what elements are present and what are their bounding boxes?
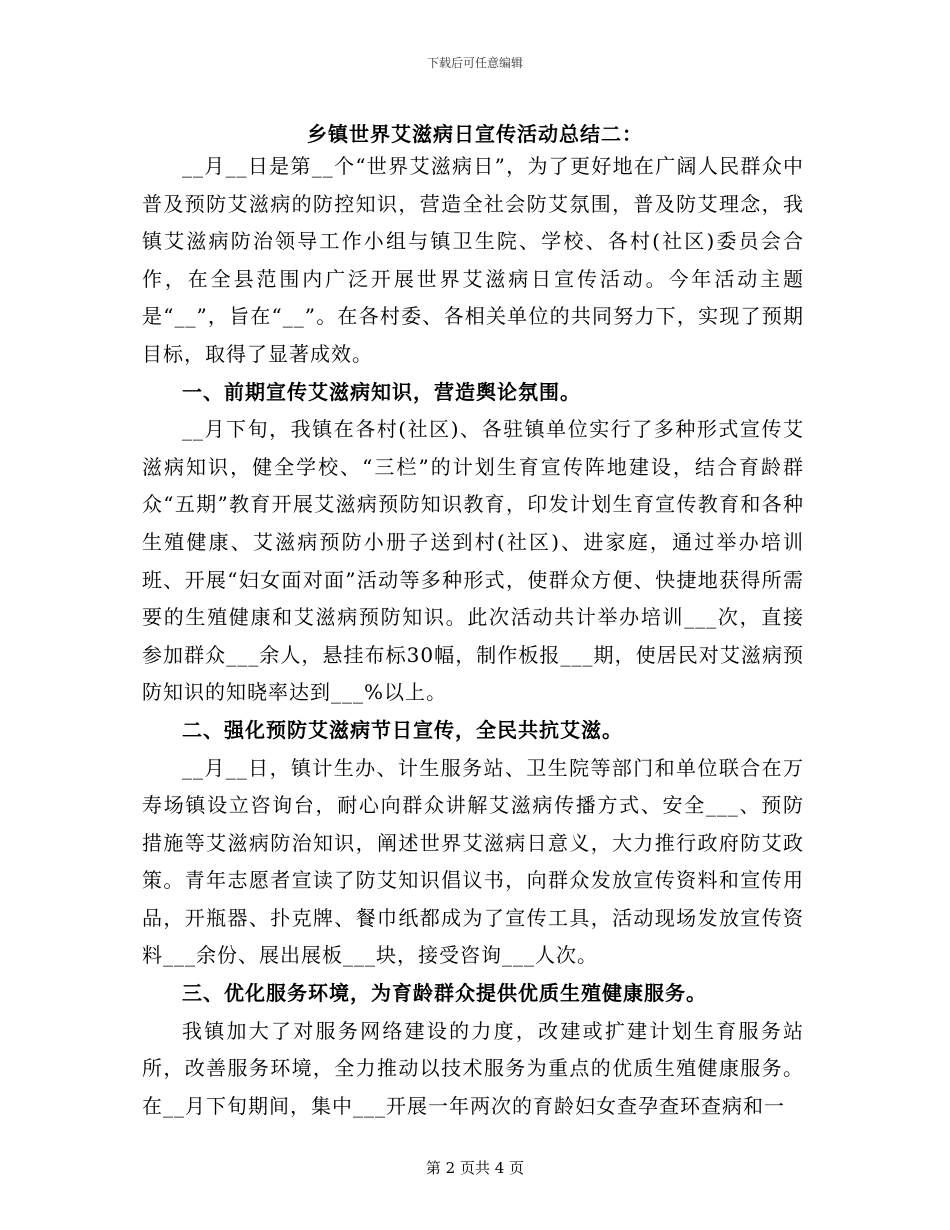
header-note: 下载后可任意编辑 [426,56,523,70]
document-body [142,148,804,1125]
section-3-heading: 三、优化服务环境，为育龄群众提供优质生殖健康服务。 [182,981,707,1006]
intro-paragraph: __月__日是第__个“世界艾滋病日”，为了更好地在广阔人民群众中普及预防艾滋病的防控知识，营造全社会防艾氛围，普及防艾理念，我镇艾滋病防治领导工作小组与镇卫生院、学校、各村(社区)委员会合作，在全县范围内广泛开展世界艾滋病日宣传活动。今年活动主题是“__”，旨在“__”。在各村委、各相关单位的共同努力下，实现了预期目标，取得了显著成效。 [142,154,804,366]
section-3-paragraph: 我镇加大了对服务网络建设的力度，改建或扩建计划生育服务站所，改善服务环境，全力推动以技术服务为重点的优质生殖健康服务。在__月下旬期间，集中___开展一年两次的育龄妇女查孕查环查病和一 [142,1018,804,1118]
section-1-heading: 一、前期宣传艾滋病知识，营造舆论氛围。 [182,379,581,404]
section-1-paragraph: __月下旬，我镇在各村(社区)、各驻镇单位实行了多种形式宣传艾滋病知识，健全学校、“三栏”的计划生育宣传阵地建设，结合育龄群众“五期”教育开展艾滋病预防知识教育，印发计划生育宣传教育和各种生殖健康、艾滋病预防小册子送到村(社区)、进家庭，通过举办培训班、开展“妇女面对面”活动等多种形式，使群众方便、快捷地获得所需要的生殖健康和艾滋病预防知识。此次活动共计举办培训___次，直接参加群众___余人，悬挂布标30幅，制作板报___期，使居民对艾滋病预防知识的知晓率达到___%以上。 [142,417,804,705]
section-2-paragraph: __月__日，镇计生办、计生服务站、卫生院等部门和单位联合在万寿场镇设立咨询台，耐心向群众讲解艾滋病传播方式、安全___、预防措施等艾滋病防治知识，阐述世界艾滋病日意义，大力推行政府防艾政策。青年志愿者宣读了防艾知识倡议书，向群众发放宣传资料和宣传用品，开瓶器、扑克牌、餐巾纸都成为了宣传工具，活动现场发放宣传资料___余份、展出展板___块，接受咨询___人次。 [142,755,804,968]
page-number-footer: 第 2 页共 4 页 [425,1159,525,1177]
document-title: 乡镇世界艾滋病日宣传活动总结二： [307,122,643,146]
section-2-heading: 二、强化预防艾滋病节日宣传，全民共抗艾滋。 [182,717,623,742]
